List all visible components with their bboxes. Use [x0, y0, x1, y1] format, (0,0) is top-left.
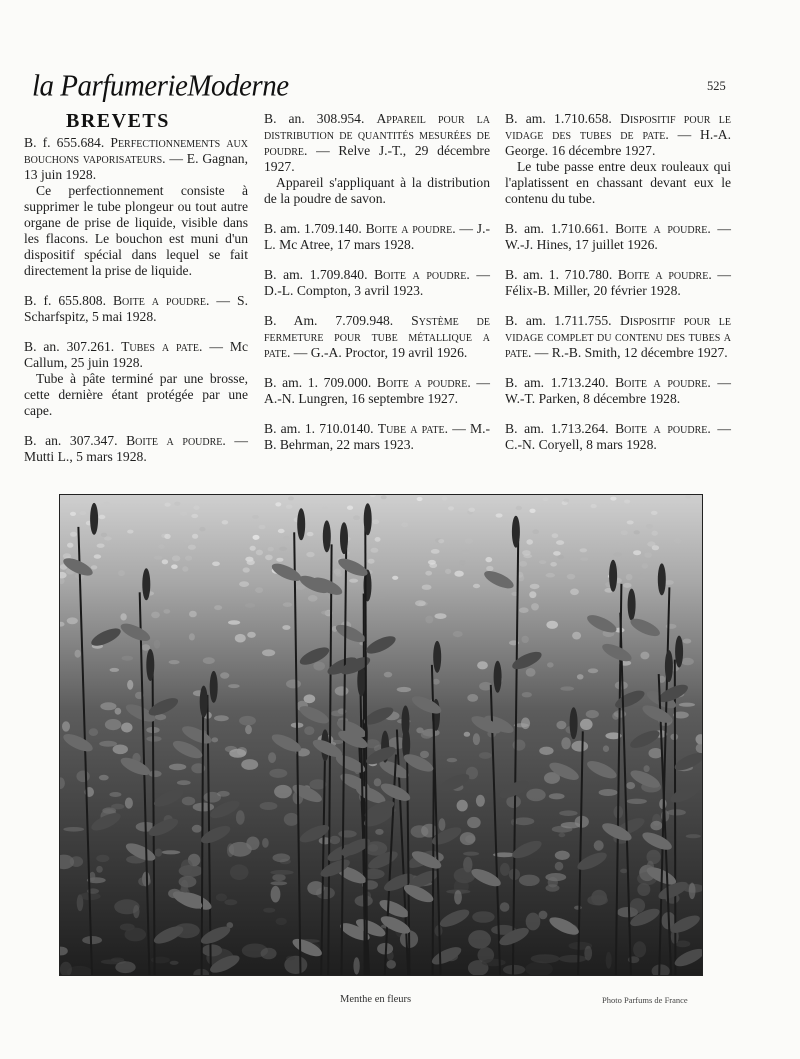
patent-holder-date: — W.-J. Hines, 17 juillet 1926.: [505, 221, 731, 252]
patent-entry: [24, 433, 248, 465]
patent-title: Boite a poudre.: [126, 433, 226, 448]
patent-title: Boite a poudre.: [376, 375, 471, 390]
patent-title: Dispositif pour le vidage complet du contenu des tubes a pate.: [505, 313, 732, 360]
patent-title: Boite a poudre.: [615, 421, 711, 436]
mint-field-photo: [59, 494, 703, 976]
patent-number: B. am. 1.711.755.: [505, 313, 620, 328]
patent-holder-date: — M.-B. Behrman, 22 mars 1923.: [264, 421, 490, 452]
patent-number: B. Am. 7.709.948.: [264, 313, 412, 328]
patent-holder-date: — E. Gagnan, 13 juin 1928.: [24, 151, 248, 182]
patent-title: Boite a poudre.: [112, 293, 210, 308]
patent-number: B. am. 1. 709.000.: [264, 375, 377, 390]
photo-caption: Menthe en fleurs: [340, 994, 412, 1005]
column-2: [264, 111, 490, 467]
mint-field-image: [60, 495, 702, 975]
patent-holder-date: — Mutti L., 5 mars 1928.: [24, 433, 248, 464]
patent-number: B. am. 1.710.658.: [505, 111, 621, 126]
patent-entry: [505, 375, 731, 407]
section-title: BREVETS: [66, 110, 170, 132]
patent-holder-date: — C.-N. Coryell, 8 mars 1928.: [505, 421, 731, 452]
patent-number: B. am. 1. 710.0140.: [264, 421, 378, 436]
patent-entry: [264, 221, 490, 253]
column-3: [505, 111, 731, 467]
patent-entry: [264, 313, 490, 361]
patent-entry: [264, 421, 490, 453]
patent-number: B. am. 1. 710.780.: [505, 267, 618, 282]
patent-number: B. an. 307.261.: [24, 339, 122, 354]
patent-number: B. am. 1.713.264.: [505, 421, 616, 436]
patent-holder-date: — J.-L. Mc Atree, 17 mars 1928.: [264, 221, 490, 252]
patent-holder-date: — H.-A. George. 16 décembre 1927.: [505, 127, 731, 158]
patent-holder-date: — G.-A. Proctor, 19 avril 1926.: [290, 345, 468, 360]
patent-title: Tubes a pate.: [121, 339, 203, 354]
patent-title: Boite a poudre.: [374, 267, 470, 282]
patent-title: Perfectionnements aux bouchons vaporisateurs.: [24, 135, 248, 166]
patent-title: Boite a poudre.: [615, 221, 711, 236]
photo-credit: Photo Parfums de France: [602, 995, 688, 1005]
patent-title: Appareil pour la distribution de quantités mesurées de poudre.: [264, 111, 491, 158]
column-1: [24, 135, 248, 479]
patent-entry: [505, 267, 731, 299]
patent-description: Le tube passe entre deux rouleaux qui l'aplatissent en chassant devant eux le contenu du tube.: [505, 159, 731, 206]
patent-entry: [24, 135, 248, 279]
patent-holder-date: — A.-N. Lungren, 16 septembre 1927.: [264, 375, 490, 406]
patent-number: B. am. 1.709.840.: [264, 267, 375, 282]
patent-holder-date: — R.-B. Smith, 12 décembre 1927.: [531, 345, 728, 360]
patent-description: Appareil s'appliquant à la distribution de la poudre de savon.: [264, 175, 490, 206]
patent-number: B. am. 1.710.661.: [505, 221, 616, 236]
magazine-masthead: la ParfumerieModerne: [32, 69, 289, 103]
patent-entry: [24, 293, 248, 325]
patent-entry: [24, 339, 248, 419]
patent-number: B. f. 655.808.: [24, 293, 113, 308]
patent-title: Boite a poudre.: [615, 375, 711, 390]
patent-holder-date: — W.-T. Parken, 8 décembre 1928.: [505, 375, 731, 406]
patent-title: Système de fermeture pour tube métallique a pate.: [264, 313, 490, 360]
patent-holder-date: — Mc Callum, 25 juin 1928.: [24, 339, 248, 370]
patent-holder-date: — S. Scharfspitz, 5 mai 1928.: [24, 293, 248, 324]
patent-entry: [264, 375, 490, 407]
patent-title: Boite a poudre.: [617, 267, 712, 282]
patent-number: B. am. 1.709.140.: [264, 221, 366, 236]
patent-number: B. am. 1.713.240.: [505, 375, 616, 390]
patent-description: Tube à pâte terminé par une brosse, cette dernière étant protégée par une cape.: [24, 371, 248, 418]
patent-entry: [505, 421, 731, 453]
patent-title: Dispositif pour le vidage des tubes de pate.: [505, 111, 731, 142]
patent-holder-date: — D.-L. Compton, 3 avril 1923.: [264, 267, 490, 298]
patent-title: Boite a poudre.: [365, 221, 456, 236]
patent-description: Ce perfectionnement consiste à supprimer le tube plongeur ou tout autre organe de prise de liquide, visible dans les flacons. Le bouchon est muni d'un dispositif spécial dans lequel se fait directement la prise de liquide.: [24, 183, 248, 278]
patent-holder-date: — Relve J.-T., 29 décembre 1927.: [264, 143, 490, 174]
patent-entry: [264, 111, 490, 207]
patent-number: B. f. 655.684.: [24, 135, 111, 150]
patent-entry: [505, 313, 731, 361]
patent-entry: [264, 267, 490, 299]
page-number: 525: [707, 79, 726, 93]
patent-entry: [505, 221, 731, 253]
patent-holder-date: — Félix-B. Miller, 20 février 1928.: [505, 267, 731, 298]
patent-title: Tube a pate.: [377, 421, 449, 436]
patent-entry: [505, 111, 731, 207]
patent-number: B. an. 308.954.: [264, 111, 377, 126]
patent-number: B. an. 307.347.: [24, 433, 127, 448]
